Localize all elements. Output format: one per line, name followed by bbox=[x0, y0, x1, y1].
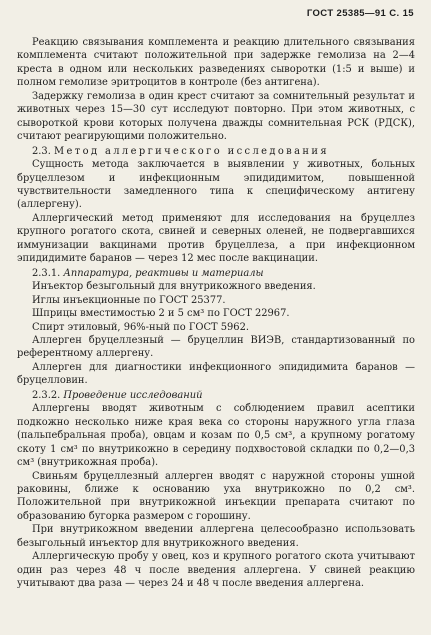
paragraph-rsk-doubtful: Задержку гемолиза в один крест считают за сомнительный результат и животных через 15—30 сут исследуют повторно. При этом животных, с сывороткой крови которых получена дважды сомнительная РСК (РДСК), считают реагирующими положительно. bbox=[17, 90, 415, 143]
paragraph-rsk-positive: Реакцию связывания комплемента и реакцию длительного связывания комплемента считают положительной при задержке гемолиза на 2—4 креста в одном или нескольких разведениях сыворотки (1:5 и выше) и полном гемолизе эритроцитов в контроле (без антигена). bbox=[17, 37, 415, 89]
list-item-syringes: Шприцы вместимостью 2 и 5 см³ по ГОСТ 22967. bbox=[32, 308, 290, 320]
section-title: Метод аллергического исследования bbox=[53, 145, 330, 157]
paragraph-reaction-reading: Аллергическую пробу у овец, коз и крупного рогатого скота учитывают один раз через 48 ч после введения аллергена. У свиней реакцию учитывают два раза — через 24 и 48 ч после введения аллергена. bbox=[17, 551, 415, 590]
list-item-brucellovin: Аллерген для диагностики инфекционного эпидидимита баранов — бруцелловин. bbox=[17, 361, 415, 387]
section-2-3-heading bbox=[17, 145, 415, 158]
section-number: 2.3.2. bbox=[32, 389, 61, 401]
paragraph-swine-injection: Свиньям бруцеллезный аллерген вводят с наружной стороны ушной раковины, ближе к основанию уха внутрикожно по 0,2 см³. Положительной при внутрикожной инъекции препарата считают по образованию бугорка размером с горошину. bbox=[17, 470, 415, 522]
section-title: Проведение исследований bbox=[63, 389, 203, 401]
paragraph-allergen-injection: Аллергены вводят животным с соблюдением правил асептики подкожно несколько ниже края века со стороны наружного угла глаза (пальпебральная проба), овцам и козам по 0,5 см³, а крупному рогатому скоту 1 см³ по внутрикожно в середину подхвостовой складки по 0,2—0,3 см³ (внутрикожная проба). bbox=[17, 403, 415, 469]
list-item-alcohol: Спирт этиловый, 96%-ный по ГОСТ 5962. bbox=[32, 321, 250, 333]
list-item-brucellin: Аллерген бруцеллезный — бруцеллин ВИЭВ, стандартизованный по референтному аллергену. bbox=[17, 334, 415, 360]
list-item-needles: Иглы инъекционные по ГОСТ 25377. bbox=[32, 294, 226, 306]
paragraph-method-essence: Сущность метода заключается в выявлении у животных, больных бруцеллезом и инфекционным эпидидимитом, повышенной чувствительности замедленного типа к специфическому антигену (аллергену). bbox=[17, 159, 415, 211]
list-item-injector: Инъектор безыгольный для внутрикожного введения. bbox=[32, 281, 316, 293]
page-header: ГОСТ 25385—91 С. 15 bbox=[306, 8, 414, 19]
paragraph-needleless-injector: При внутрикожном введении аллергена целесообразно использовать безыгольный инъектор для внутрикожного введения. bbox=[17, 524, 415, 549]
section-2-3-1-heading bbox=[17, 267, 415, 280]
section-number: 2.3. bbox=[32, 145, 51, 157]
paragraph-method-application: Аллергический метод применяют для исследования на бруцеллез крупного рогатого скота, свиней и северных оленей, не подвергавшихся иммунизации вакцинами против бруцеллеза, а при инфекционном эпидидимите баранов — через 12 мес после вакцинации. bbox=[17, 212, 415, 265]
document-body bbox=[17, 36, 415, 591]
section-number: 2.3.1. bbox=[32, 267, 61, 279]
section-2-3-2-heading bbox=[17, 389, 415, 402]
section-title: Аппаратура, реактивы и материалы bbox=[63, 267, 264, 279]
